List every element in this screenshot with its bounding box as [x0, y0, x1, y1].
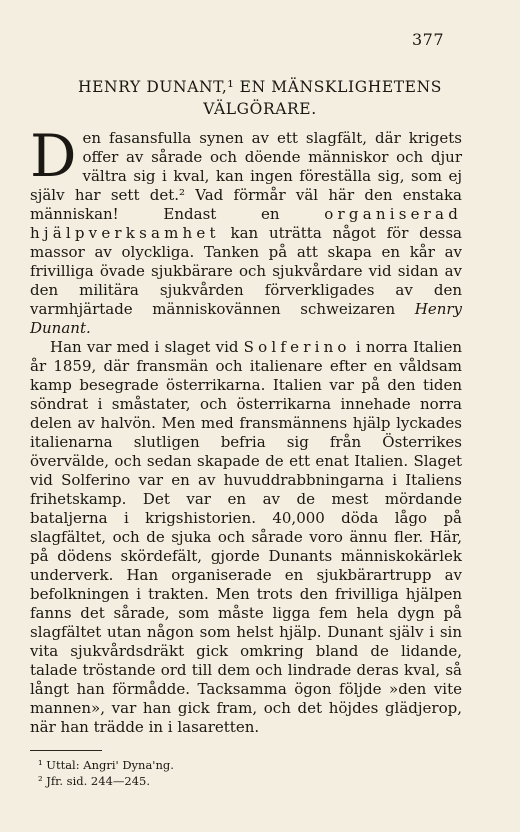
paragraph-2 [30, 338, 462, 737]
spaced-place-name: Solferino [243, 338, 351, 356]
page-number: 377 [412, 30, 445, 49]
chapter-title-line-2: VÄLGÖRARE. [203, 100, 317, 118]
body-text [30, 122, 463, 737]
paragraph-2-text-a: Han var med i slaget vid [50, 338, 244, 356]
paragraph-2-text-b: i norra Italien år 1859, där fransmän och italienare efter en våldsam kamp besegrade österrikarna. Italien var på den tiden söndrat i småstater, och österrikarna innehade norra delen av halvön. Men med fransmännens hjälp lyckades italienarna slutligen befria sig från Österrikes övervälde, och sedan skapade de ett enat Italien. Slaget vid Solferino var en av huvuddrabbningarna i Italiens frihetskamp. Det var en av de mest mördande bataljerna i krigshistorien. 40,000 döda lågo på slagfältet, och de sjuka och sårade voro ännu fler. Här, på dödens skördefält, gjorde Dunants människokärlek underverk. Han organiserade en sjukbärartrupp av befolkningen i trakten. Men trots den frivilliga hjälpen fanns det sårade, som måste ligga fem hela dygn på slagfältet utan någon som helst hjälp. Dunant själv i sin vita sjukvårdsdräkt gick omkring bland de lidande, talade tröstande ord till dem och lindrade deras kval, så långt han förmådde. Tacksamma ögon följde »den vite mannen», var han gick fram, och det höjdes glädjerop, när han trädde in i lasaretten. [30, 338, 463, 736]
footnote-1: ¹ Uttal: Angri' Dyna'ng. [38, 758, 174, 772]
chapter-title-line-1: HENRY DUNANT,¹ EN MÄNSKLIGHETENS [78, 78, 442, 96]
footnote-rule [30, 750, 102, 751]
footnote-2: ² Jfr. sid. 244—245. [38, 774, 150, 788]
footnotes [38, 757, 174, 789]
chapter-title [20, 76, 500, 120]
drop-cap: D [30, 122, 77, 190]
paragraph-1-text-a: en fasansfulla synen av ett slagfält, där krigets offer av sårade och döende människor och djur vältra sig i kval, kan ingen föreställa sig, som ej själv har sett det.² Vad förmår väl här den enstaka människan! Endast en [30, 129, 462, 223]
spaced-emphasis: organiserad hjälpverksamhet [30, 205, 462, 242]
paragraph-1-text-b: kan uträtta något för dessa massor av olyckliga. Tanken på att skapa en kår av frivilliga övade sjukbärare och sjukvårdare vid sidan av den militära sjukvården förverkligades av den varmhjärtade människovännen schweizaren [30, 224, 462, 318]
italic-name: Henry Dunant. [30, 300, 462, 337]
paragraph-1 [30, 122, 462, 338]
